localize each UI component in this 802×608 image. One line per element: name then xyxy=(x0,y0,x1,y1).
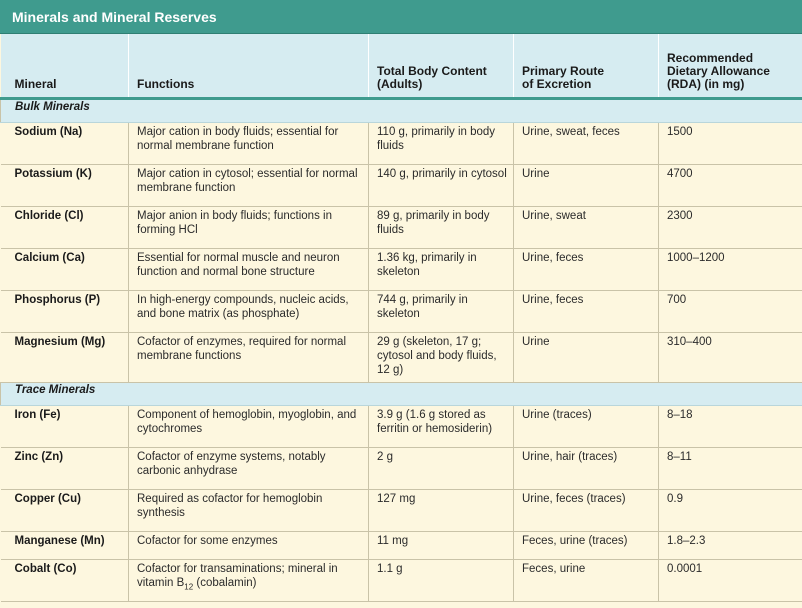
total-content-cell: 11 mg xyxy=(369,532,514,560)
total-content-cell: 2 g xyxy=(369,448,514,490)
rda-cell: 700 xyxy=(659,291,802,333)
mineral-name: Calcium (Ca) xyxy=(1,249,129,291)
table-row xyxy=(1,291,802,333)
mineral-name: Magnesium (Mg) xyxy=(1,333,129,383)
functions-cell: Cofactor for some enzymes xyxy=(129,532,369,560)
rda-cell: 0.9 xyxy=(659,490,802,532)
section-row-bulk xyxy=(1,99,802,123)
table-row xyxy=(1,560,802,602)
functions-cell: Major anion in body fluids; functions in forming HCl xyxy=(129,207,369,249)
total-content-cell: 89 g, primarily in body fluids xyxy=(369,207,514,249)
table-title: Minerals and Mineral Reserves xyxy=(0,0,802,34)
rda-cell: 1.8–2.3 xyxy=(659,532,802,560)
functions-cell: Major cation in body fluids; essential for normal membrane function xyxy=(129,123,369,165)
rda-cell: 8–18 xyxy=(659,406,802,448)
header-rda: Recommended Dietary Allowance (RDA) (in mg) xyxy=(659,34,802,99)
mineral-name: Chloride (Cl) xyxy=(1,207,129,249)
total-content-cell: 110 g, primarily in body fluids xyxy=(369,123,514,165)
total-content-cell: 3.9 g (1.6 g stored as ferritin or hemosiderin) xyxy=(369,406,514,448)
excretion-cell: Urine, hair (traces) xyxy=(514,448,659,490)
total-content-cell: 1.1 g xyxy=(369,560,514,602)
excretion-cell: Urine, feces xyxy=(514,249,659,291)
mineral-name: Cobalt (Co) xyxy=(1,560,129,602)
functions-cell: Cofactor for transaminations; mineral in vitamin $B_{12}$ (cobalamin) xyxy=(129,560,369,602)
rda-cell: 8–11 xyxy=(659,448,802,490)
total-content-cell: 744 g, primarily in skeleton xyxy=(369,291,514,333)
table-row xyxy=(1,532,802,560)
rda-cell: 2300 xyxy=(659,207,802,249)
mineral-name: Sodium (Na) xyxy=(1,123,129,165)
section-row-trace xyxy=(1,383,802,406)
section-label: Bulk Minerals xyxy=(1,99,802,123)
table-row xyxy=(1,249,802,291)
mineral-name: Copper (Cu) xyxy=(1,490,129,532)
excretion-cell: Feces, urine xyxy=(514,560,659,602)
mineral-name: Potassium (K) xyxy=(1,165,129,207)
functions-cell: Component of hemoglobin, myoglobin, and cytochromes xyxy=(129,406,369,448)
rda-cell: 1500 xyxy=(659,123,802,165)
table-row xyxy=(1,207,802,249)
table-row xyxy=(1,490,802,532)
table-row xyxy=(1,123,802,165)
table-row xyxy=(1,448,802,490)
minerals-table xyxy=(0,34,802,602)
total-content-cell: 140 g, primarily in cytosol xyxy=(369,165,514,207)
excretion-cell: Urine xyxy=(514,333,659,383)
header-mineral: Mineral xyxy=(1,34,129,99)
functions-cell: Essential for normal muscle and neuron function and normal bone structure xyxy=(129,249,369,291)
table-row xyxy=(1,333,802,383)
rda-cell: 4700 xyxy=(659,165,802,207)
mineral-name: Zinc (Zn) xyxy=(1,448,129,490)
functions-cell: Required as cofactor for hemoglobin synthesis xyxy=(129,490,369,532)
excretion-cell: Feces, urine (traces) xyxy=(514,532,659,560)
table-row xyxy=(1,406,802,448)
excretion-cell: Urine xyxy=(514,165,659,207)
excretion-cell: Urine (traces) xyxy=(514,406,659,448)
mineral-name: Iron (Fe) xyxy=(1,406,129,448)
total-content-cell: 1.36 kg, primarily in skeleton xyxy=(369,249,514,291)
excretion-cell: Urine, feces (traces) xyxy=(514,490,659,532)
functions-cell: In high-energy compounds, nucleic acids, and bone matrix (as phosphate) xyxy=(129,291,369,333)
mineral-name: Phosphorus (P) xyxy=(1,291,129,333)
header-primary-route: Primary Route of Excretion xyxy=(514,34,659,99)
rda-cell: 0.0001 xyxy=(659,560,802,602)
total-content-cell: 127 mg xyxy=(369,490,514,532)
mineral-name: Manganese (Mn) xyxy=(1,532,129,560)
excretion-cell: Urine, sweat, feces xyxy=(514,123,659,165)
header-functions: Functions xyxy=(129,34,369,99)
header-row xyxy=(1,34,802,99)
section-label: Trace Minerals xyxy=(1,383,802,406)
rda-cell: 1000–1200 xyxy=(659,249,802,291)
functions-cell: Cofactor of enzyme systems, notably carbonic anhydrase xyxy=(129,448,369,490)
excretion-cell: Urine, feces xyxy=(514,291,659,333)
header-total-body-content: Total Body Content (Adults) xyxy=(369,34,514,99)
rda-cell: 310–400 xyxy=(659,333,802,383)
total-content-cell: 29 g (skeleton, 17 g; cytosol and body fluids, 12 g) xyxy=(369,333,514,383)
functions-cell: Cofactor of enzymes, required for normal membrane functions xyxy=(129,333,369,383)
functions-cell: Major cation in cytosol; essential for normal membrane function xyxy=(129,165,369,207)
table-row xyxy=(1,165,802,207)
excretion-cell: Urine, sweat xyxy=(514,207,659,249)
